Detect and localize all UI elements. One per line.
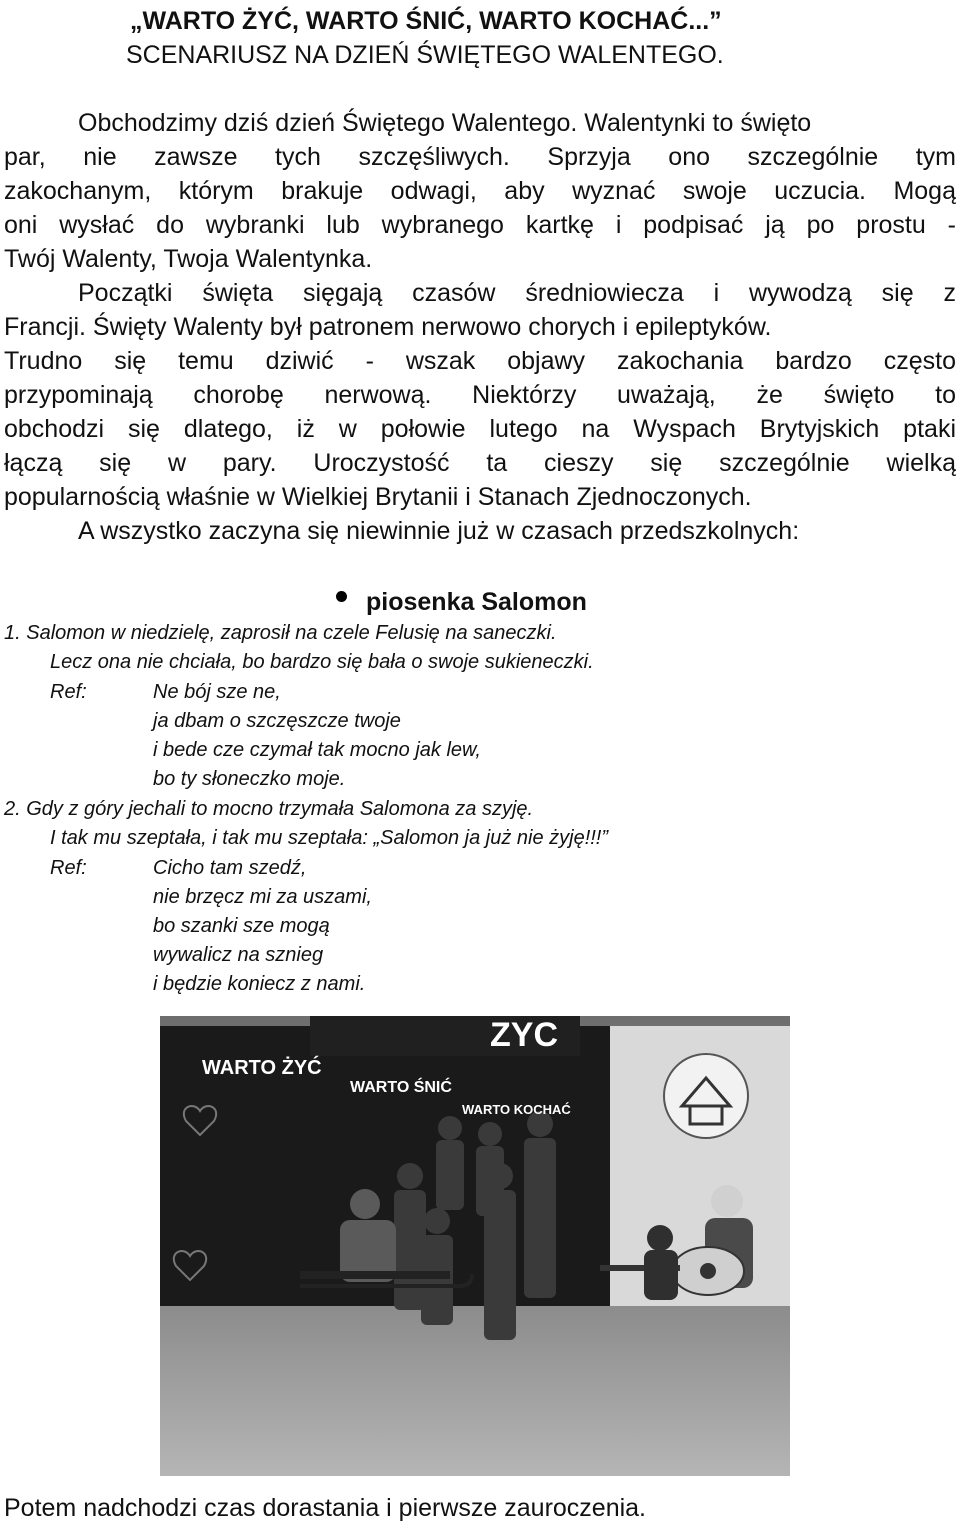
photo-illustration [160,1016,790,1476]
paragraph-line: przypominają chorobę nerwową. Niektórzy uważają, że święto to [4,381,956,409]
song-line: wywalicz na sznieg [153,944,324,966]
song-line: 2. Gdy z góry jechali to mocno trzymała Salomona za szyję. [4,798,534,820]
photo-sign-2: WARTO ŚNIĆ [350,1079,452,1096]
document-subtitle: SCENARIUSZ NA DZIEŃ ŚWIĘTEGO WALENTEGO. [126,41,724,69]
paragraph-line: obchodzi się dlatego, iż w połowie lutego na Wyspach Brytyjskich ptaki [4,415,956,443]
paragraph-line: Twój Walenty, Twoja Walentynka. [4,245,373,273]
song-line: Ne bój sze ne, [153,681,281,703]
document-title: „WARTO ŻYĆ, WARTO ŚNIĆ, WARTO KOCHAĆ...” [130,7,722,35]
paragraph-line: łączą się w pary. Uroczystość ta cieszy się szczególnie wielką [4,449,956,477]
paragraph-line: A wszystko zaczyna się niewinnie już w czasach przedszkolnych: [78,517,800,545]
song-line: 1. Salomon w niedzielę, zaprosił na czele Felusię na saneczki. [4,622,557,644]
paragraph-line: par, nie zawsze tych szczęśliwych. Sprzyja ono szczególnie tym [4,143,956,171]
paragraph-line: Trudno się temu dziwić - wszak objawy zakochania bardzo często [4,347,956,375]
song-line: bo szanki sze mogą [153,915,330,937]
paragraph-line: zakochanym, którym brakuje odwagi, aby wyznać swoje uczucia. Mogą [4,177,956,205]
stage-photo [160,1016,790,1476]
song-line: Cicho tam szedź, [153,857,307,879]
paragraph-line: Obchodzimy dziś dzień Świętego Walentego. Walentynki to święto [78,109,812,137]
bullet-icon [336,591,347,602]
photo-sign-top: ZYC [490,1016,558,1054]
song-line: nie brzęcz mi za uszami, [153,886,372,908]
closing-line: Potem nadchodzi czas dorastania i pierwsze zauroczenia. [4,1494,647,1522]
song-line: bo ty słoneczko moje. [153,768,346,790]
song-line: I tak mu szeptała, i tak mu szeptała: „Salomon ja już nie żyję!!!” [50,827,609,849]
paragraph-line: popularnością właśnie w Wielkiej Brytanii i Stanach Zjednoczonych. [4,483,752,511]
photo-sign-1: WARTO ŻYĆ [202,1057,322,1079]
photo-sign-3: WARTO KOCHAĆ [462,1102,571,1117]
song-line: i bede cze czymał tak mocno jak lew, [153,739,481,761]
paragraph-line: Francji. Święty Walenty był patronem nerwowo chorych i epileptyków. [4,313,772,341]
song-line: i będzie koniecz z nami. [153,973,366,995]
refrain-label: Ref: [50,681,87,703]
paragraph-line: Początki święta sięgają czasów średniowiecza i wywodzą się z [78,279,956,307]
song-heading: piosenka Salomon [366,588,587,616]
song-line: ja dbam o szczęszcze twoje [153,710,401,732]
song-line: Lecz ona nie chciała, bo bardzo się bała o swoje sukieneczki. [50,651,594,673]
paragraph-line: oni wysłać do wybranki lub wybranego kartkę i podpisać ją po prostu - [4,211,956,239]
refrain-label: Ref: [50,857,87,879]
